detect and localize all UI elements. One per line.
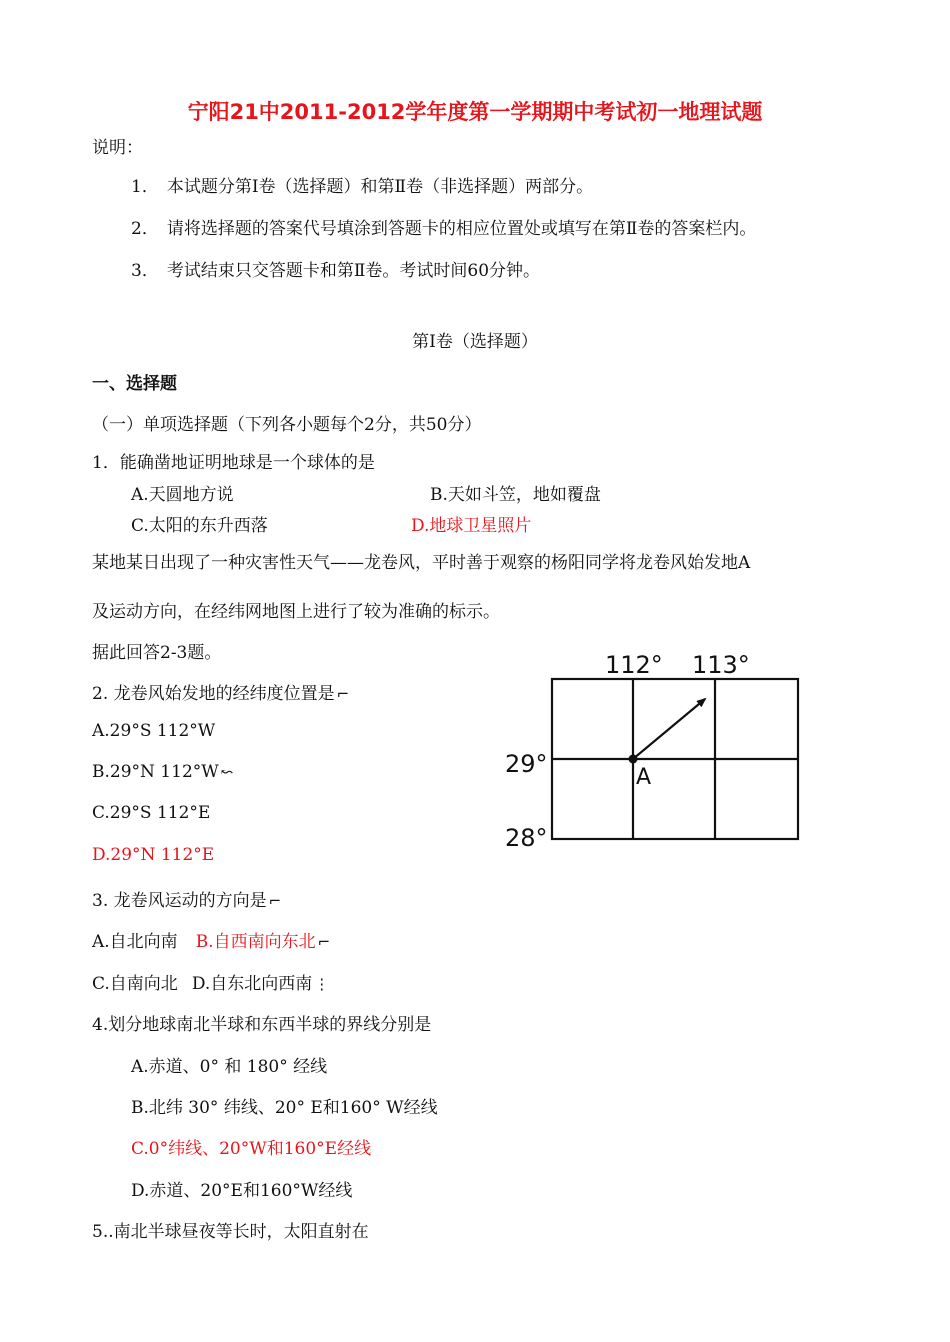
- q3-option-c: C.自南向北: [92, 974, 178, 994]
- instruction-text: 请将选择题的答案代号填涂到答题卡的相应位置处或填写在第Ⅱ卷的答案栏内。: [166, 219, 757, 239]
- q3-options-ab: [92, 927, 330, 952]
- origin-point: [629, 755, 638, 764]
- lon-label-112: 112°: [605, 651, 663, 679]
- q4-option-b: B.北纬 30° 纬线、20° E和160° W经线: [131, 1098, 438, 1118]
- instruction-item: [131, 172, 593, 197]
- q5-stem: 5..南北半球昼夜等长时，太阳直射在: [92, 1222, 369, 1242]
- lat-lon-grid-map: [495, 645, 805, 855]
- instructions-heading: 说明：: [92, 138, 143, 158]
- q2-stem: 2. 龙卷风始发地的经纬度位置是 ⌐: [92, 684, 350, 704]
- lat-label-29: 29°: [505, 750, 548, 778]
- sub-heading: （一）单项选择题（下列各小题每个2分，共50分）: [92, 415, 482, 435]
- anchor-mark-icon: ↜: [220, 763, 234, 781]
- q1-stem: 1．能确凿地证明地球是一个球体的是: [92, 453, 375, 473]
- instruction-text: 考试结束只交答题卡和第Ⅱ卷。考试时间60分钟。: [166, 261, 541, 281]
- anchor-mark-icon: ⌐: [336, 685, 350, 703]
- q1-option-a: A.天圆地方说: [131, 485, 234, 505]
- passage-line: 据此回答2-3题。: [92, 643, 222, 663]
- page-title: 宁阳21中2011-2012学年度第一学期期中考试初一地理试题: [187, 100, 763, 124]
- q3-options-cd: [92, 969, 329, 994]
- q2-option-a: A.29°S 112°W: [92, 721, 216, 741]
- q2-option-b: B.29°N 112°W ↜: [92, 762, 234, 782]
- q3-option-d: D.自东北向西南: [191, 974, 313, 994]
- anchor-mark-icon: ⌐: [268, 892, 282, 910]
- instruction-item: [131, 256, 540, 281]
- anchor-mark-icon: ⌐: [317, 933, 331, 951]
- q4-stem: 4.划分地球南北半球和东西半球的界线分别是: [92, 1015, 432, 1035]
- instruction-text: 本试题分第Ⅰ卷（选择题）和第Ⅱ卷（非选择题）两部分。: [166, 177, 594, 197]
- q2-option-c: C.29°S 112°E: [92, 803, 211, 823]
- q2-option-d-answer: D.29°N 112°E: [92, 845, 215, 865]
- instruction-item: [131, 214, 756, 239]
- part-heading: 一、选择题: [92, 374, 177, 394]
- instruction-num: 2．: [131, 219, 159, 239]
- q4-option-c-answer: C.0°纬线、20°W和160°E经线: [131, 1139, 372, 1159]
- q4-option-d: D.赤道、20°E和160°W经线: [131, 1181, 353, 1201]
- lon-label-113: 113°: [692, 651, 750, 679]
- lat-label-28: 28°: [505, 824, 548, 852]
- point-label-a: A: [636, 765, 652, 790]
- q4-option-a: A.赤道、0° 和 180° 经线: [131, 1057, 328, 1077]
- q1-option-c: C.太阳的东升西落: [131, 516, 268, 536]
- passage-line: 及运动方向，在经纬网地图上进行了较为准确的标示。: [92, 602, 500, 622]
- q3-option-b-answer: B.自西南向东北: [195, 932, 316, 952]
- instruction-num: 1．: [131, 177, 159, 197]
- instruction-num: 3．: [131, 261, 159, 281]
- q3-option-a: A.自北向南: [92, 932, 178, 952]
- passage-line: 某地某日出现了一种灾害性天气——龙卷风，平时善于观察的杨阳同学将龙卷风始发地A: [92, 553, 751, 573]
- movement-arrow-icon: [633, 699, 705, 759]
- q1-option-b: B.天如斗笠，地如覆盘: [430, 485, 601, 505]
- anchor-mark-icon: ⋮: [314, 975, 330, 993]
- q1-option-d-answer: D.地球卫星照片: [411, 516, 532, 536]
- q3-stem: 3. 龙卷风运动的方向是 ⌐: [92, 891, 282, 911]
- section-title: 第Ⅰ卷（选择题）: [412, 332, 538, 352]
